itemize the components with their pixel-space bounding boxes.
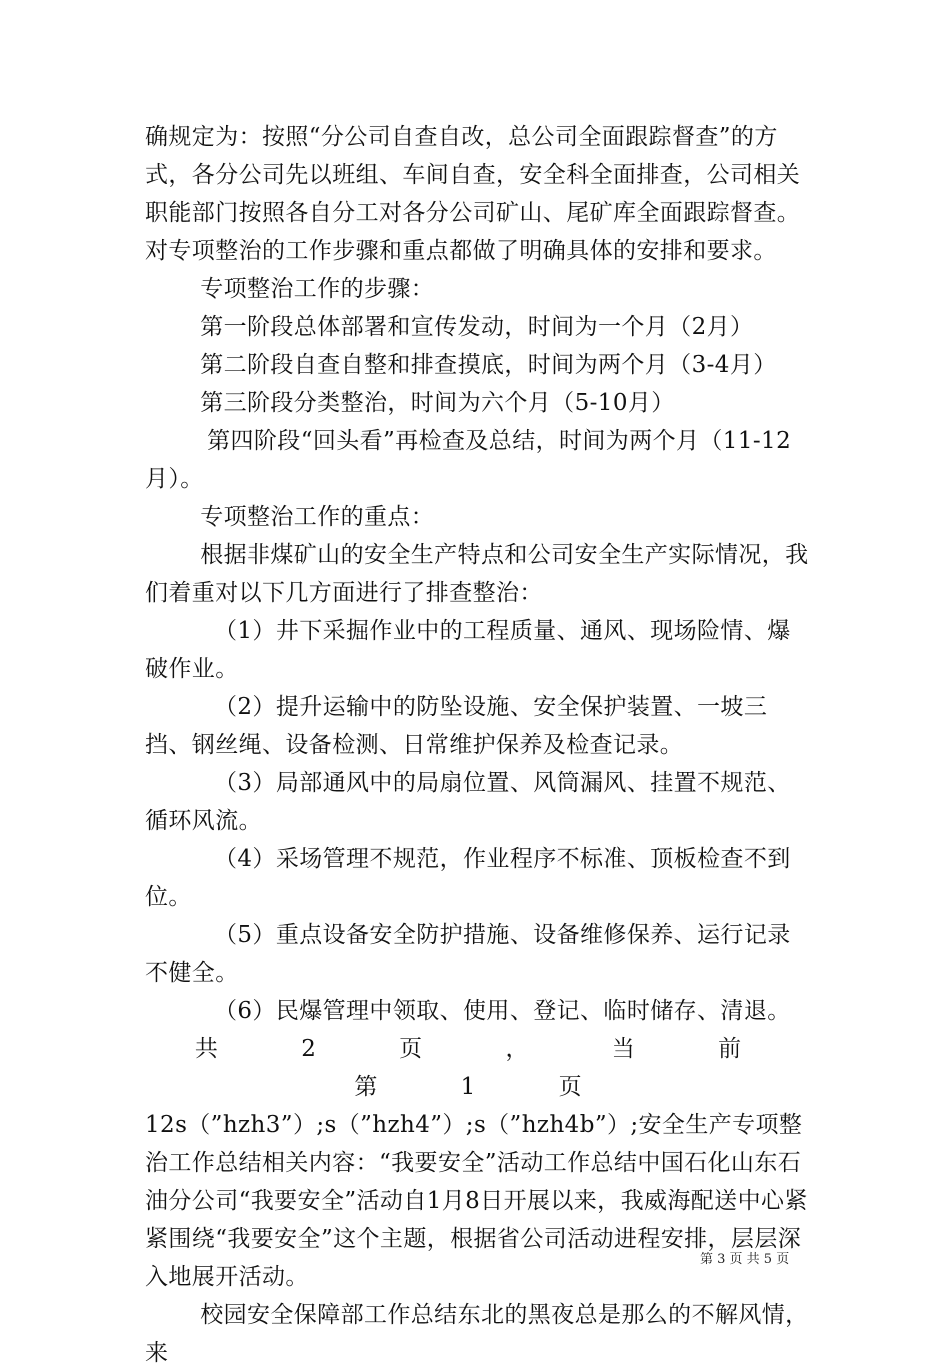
page-number-footer: 第 3 页 共 5 页: [700, 1252, 790, 1267]
paragraph-stage-3: 第三阶段分类整治，时间为六个月（5-10月）: [200, 390, 675, 416]
page-count-line: 共 2 页 ， 当 前 第 1 页: [194, 1036, 760, 1100]
paragraph-stage-4: 第四阶段“回头看”再检查及总结，时间为两个月（11-12月）。: [145, 428, 792, 492]
document-body: [145, 118, 809, 1372]
paragraph-intro: 确规定为：按照“分公司自查自改，总公司全面跟踪督查”的方式，各分公司先以班组、车间自查，安全科全面排查，公司相关职能部门按照各自分工对各分公司矿山、尾矿库全面跟踪督查。对专项整治的工作步骤和重点都做了明确具体的安排和要求。: [145, 124, 801, 264]
paragraph-focus-heading: 专项整治工作的重点：: [200, 504, 435, 530]
paragraph-item-4: （4）采场管理不规范，作业程序不标准、顶板检查不到位。: [145, 846, 791, 910]
paragraph-steps-heading: 专项整治工作的步骤：: [200, 276, 435, 302]
paragraph-item-5: （5）重点设备安全防护措施、设备维修保养、运行记录不健全。: [145, 922, 791, 986]
paragraph-campus-summary: 校园安全保障部工作总结东北的黑夜总是那么的不解风情，来: [145, 1302, 809, 1366]
paragraph-stage-2: 第二阶段自查自整和排查摸底，时间为两个月（3-4月）: [200, 352, 777, 378]
paragraph-focus-intro: 根据非煤矿山的安全生产特点和公司安全生产实际情况，我们着重对以下几方面进行了排查整治：: [145, 542, 809, 606]
paragraph-item-1: （1）井下采掘作业中的工程质量、通风、现场险情、爆破作业。: [145, 618, 791, 682]
paragraph-related-content: 12s（”hzh3”）;s（”hzh4”）;s（”hzh4b”）;安全生产专项整治工作总结相关内容：“我要安全”活动工作总结中国石化山东石油分公司“我要安全”活动自1月8日开展以来，我威海配送中心紧紧围绕“我要安全”这个主题，根据省公司活动进程安排，层层深入地展开活动。: [145, 1112, 808, 1290]
paragraph-item-6: （6）民爆管理中领取、使用、登记、临时储存、清退。: [214, 998, 791, 1024]
paragraph-stage-1: 第一阶段总体部署和宣传发动，时间为一个月（2月）: [200, 314, 754, 340]
paragraph-item-2: （2）提升运输中的防坠设施、安全保护装置、一坡三挡、钢丝绳、设备检测、日常维护保养及检查记录。: [145, 694, 768, 758]
paragraph-item-3: （3）局部通风中的局扇位置、风筒漏风、挂置不规范、循环风流。: [145, 770, 791, 834]
